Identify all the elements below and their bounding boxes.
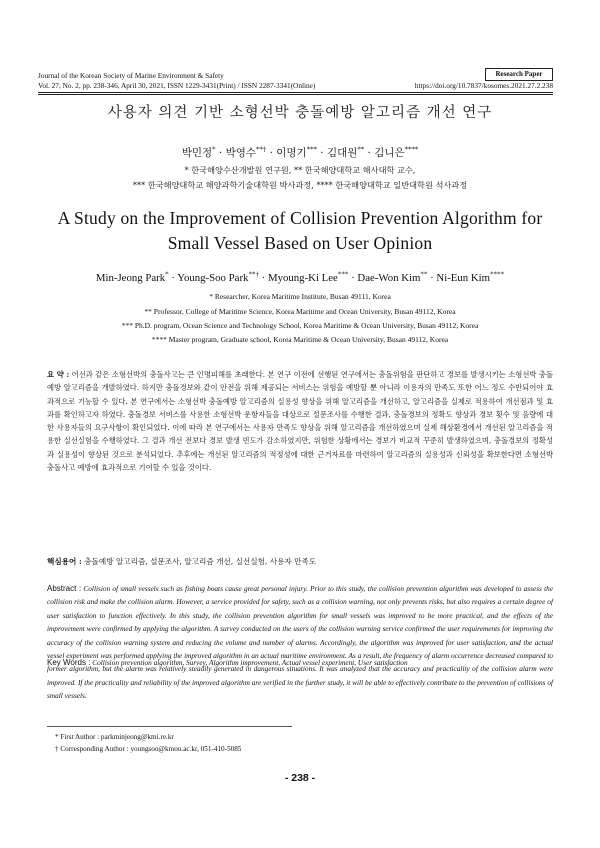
authors-english xyxy=(0,272,600,284)
title-english-line: A Study on the Improvement of Collision Prevention Algorithm for xyxy=(57,208,543,228)
author-separator: · xyxy=(348,272,358,284)
author-separator: · xyxy=(316,147,327,159)
affiliation-korean: *** 한국해양대학교 해양과학기술대학원 박사과정, **** 한국해양대학교 일반대학원 석사과정 xyxy=(132,180,468,190)
affiliation-english: **** Master program, Graduate school, Korea Maritime & Ocean University, Busan 49112, Korea xyxy=(151,335,449,344)
volume-line: Vol. 27, No. 2, pp. 238-346, April 30, 2021, ISSN 1229-3431(Print) / ISSN 2287-3341(Online) xyxy=(38,81,316,90)
article-type-badge: Research Paper xyxy=(485,68,553,81)
authors-korean xyxy=(0,145,600,160)
header-rule-top xyxy=(38,92,553,93)
author-mark: **** xyxy=(490,270,505,279)
footnote-first-author: * First Author : parkminjeong@kmi.re.kr xyxy=(55,733,174,741)
page-number: - 238 - xyxy=(284,772,316,784)
doi-link[interactable]: https://doi.org/10.7837/kosomes.2021.27.2.238 xyxy=(414,81,553,90)
keywords-korean-label: 핵심용어 : xyxy=(47,557,82,566)
author-en: Myoung-Ki Lee xyxy=(267,272,338,284)
title-korean: 사용자 의견 기반 소형선박 충돌예방 알고리즘 개선 연구 xyxy=(107,105,493,121)
author-ko: 박민정 xyxy=(181,147,213,159)
author-en: Min-Jeong Park xyxy=(95,272,166,284)
author-separator: · xyxy=(266,147,277,159)
keywords-korean xyxy=(47,556,316,567)
author-en: Ni-Eun Kim xyxy=(436,272,491,284)
footnote-rule xyxy=(47,726,292,727)
affiliation-english: ** Professor, College of Maritime Science, Korea Maritime and Ocean University, Busan 49112, Korea xyxy=(144,307,456,316)
author-ko: 박영수 xyxy=(225,147,257,159)
author-en: Dae-Won Kim xyxy=(357,272,421,284)
abstract-korean xyxy=(47,368,553,474)
affiliation-korean: * 한국해양수산개발원 연구원, ** 한국해양대학교 해사대학 교수, xyxy=(184,165,416,175)
keywords-english-label: Key Words : xyxy=(47,658,91,667)
author-mark: **** xyxy=(404,145,419,154)
author-separator: · xyxy=(364,147,375,159)
keywords-english-text: Collision prevention algorithm, Survey, Algorithm improvement, Actual vessel experiment, User satisfaction xyxy=(92,658,408,667)
author-ko: 김대원 xyxy=(326,147,358,159)
abstract-korean-text: 어선과 같은 소형선박의 충돌사고는 큰 인명피해를 초래한다. 본 연구 이전에 선행된 연구에서는 충돌위험을 판단하고 경보를 발생시키는 소형선박 충돌예방 알고리즘을 개발하였다. 하지만 충돌경보와 같이 안전을 위해 제공되는 서비스는 위험을 예방할 뿐 아니라 이용자의 만족도 또한 어느 정도 수반되어야 효과적으로 기능할 수 있다. 본 연구에서는 소형선박 충돌예방 알고리즘의 실용성 향상을 위해 알고리즘을 개선하고, 알고리즘을 실제로 적용하여 개선점과 및 효과를 확인하고자 하였다. 충돌경보 서비스를 사용한 소형선박 운항자들을 대상으로 설문조사를 수행한 결과, 충돌경보의 정확도 향상과 경보 횟수 및 음량에 대한 사용자들의 요구사항이 확인되었다. 이에 따라 본 연구에서는 사용자 만족도 향상을 위해 알고리즘을 개선하였으며 실제 해상환경에서 개선된 알고리즘을 적용한 실선실험을 수행하였다. 그 결과 개선 전보다 경보 발생 빈도가 감소하였지만, 위험한 상황에서는 경보가 비교적 꾸준히 발생하였으며, 충돌경보의 정확성과 실용성이 향상된 것으로 분석되었다. 추후에는 개선된 알고리즘의 적정성에 대한 근거자료를 마련하여 알고리즘의 실용성과 신뢰성을 확보한다면 소형선박 충돌사고 예방에 효과적으로 기여할 수 있을 것이다. xyxy=(47,370,554,473)
affiliation-english: *** Ph.D. program, Ocean Science and Technology School, Korea Maritime & Ocean University, Busan 49112, Korea xyxy=(121,321,479,330)
author-separator: · xyxy=(258,272,268,284)
abstract-english-text: Collision of small vessels such as fishing boats cause great personal injury. Prior to this study, the collision prevention algorithm was developed to assess the collision risk and make the collision alarm. However, a service provided for safety, such as a collision warning, not only prevents risks, but also requires a certain degree of user satisfaction to function effectively. In this study, the collision prevention algorithm for small vessels was improved to be more practical, and the effects of the improvement were confirmed by applying the algorithm. A survey conducted on the users of the collision warning service confirmed the user requirements for improving the accuracy of the collision warning system and reducing the volume and number of alarms. Accordingly, the algorithm was improved for user satisfaction, and the actual vessel experiment was performed applying the improved algorithm in an actual maritime environment. As a result, the frequency of alarm occurrence decreased compared to former algorithm, but the alarm was relatively steadily generated in dangerous situations. It was analyzed that the accuracy and practicality of the collision alarm were improved. If the practicality and reliability of the improved algorithm are verified in the further study, it will be able to effectively contribute to the prevention of collisions of small vessels. xyxy=(47,584,554,701)
author-mark: **† xyxy=(256,145,267,154)
abstract-english-label: Abstract : xyxy=(47,584,82,593)
abstract-english xyxy=(47,582,553,703)
keywords-korean-text: 충돌예방 알고리즘, 설문조사, 알고리즘 개선, 실선실험, 사용자 만족도 xyxy=(84,557,317,566)
author-mark: **† xyxy=(248,270,259,279)
author-separator: · xyxy=(215,147,226,159)
abstract-korean-label: 요 약 : xyxy=(47,370,70,379)
author-en: Young-Soo Park xyxy=(177,272,249,284)
author-mark: ** xyxy=(357,145,365,154)
author-separator: · xyxy=(168,272,178,284)
author-mark: *** xyxy=(337,270,349,279)
author-mark: *** xyxy=(306,145,317,154)
author-mark: * xyxy=(212,145,216,154)
author-mark: * xyxy=(165,270,169,279)
author-separator: · xyxy=(427,272,437,284)
affiliation-english: * Researcher, Korea Maritime Institute, Busan 49111, Korea xyxy=(209,292,391,301)
author-ko: 김니은 xyxy=(374,147,405,159)
header-rule-bottom xyxy=(38,94,553,95)
author-ko: 이명기 xyxy=(276,147,307,159)
author-mark: ** xyxy=(420,270,428,279)
title-english-line: Small Vessel Based on User Opinion xyxy=(167,233,433,253)
journal-name: Journal of the Korean Society of Marine Environment & Safety xyxy=(38,71,224,80)
keywords-english xyxy=(47,658,408,667)
footnote-corresponding-author: † Corresponding Author : youngsoo@kmou.ac.kr, 051-410-5085 xyxy=(55,745,242,753)
